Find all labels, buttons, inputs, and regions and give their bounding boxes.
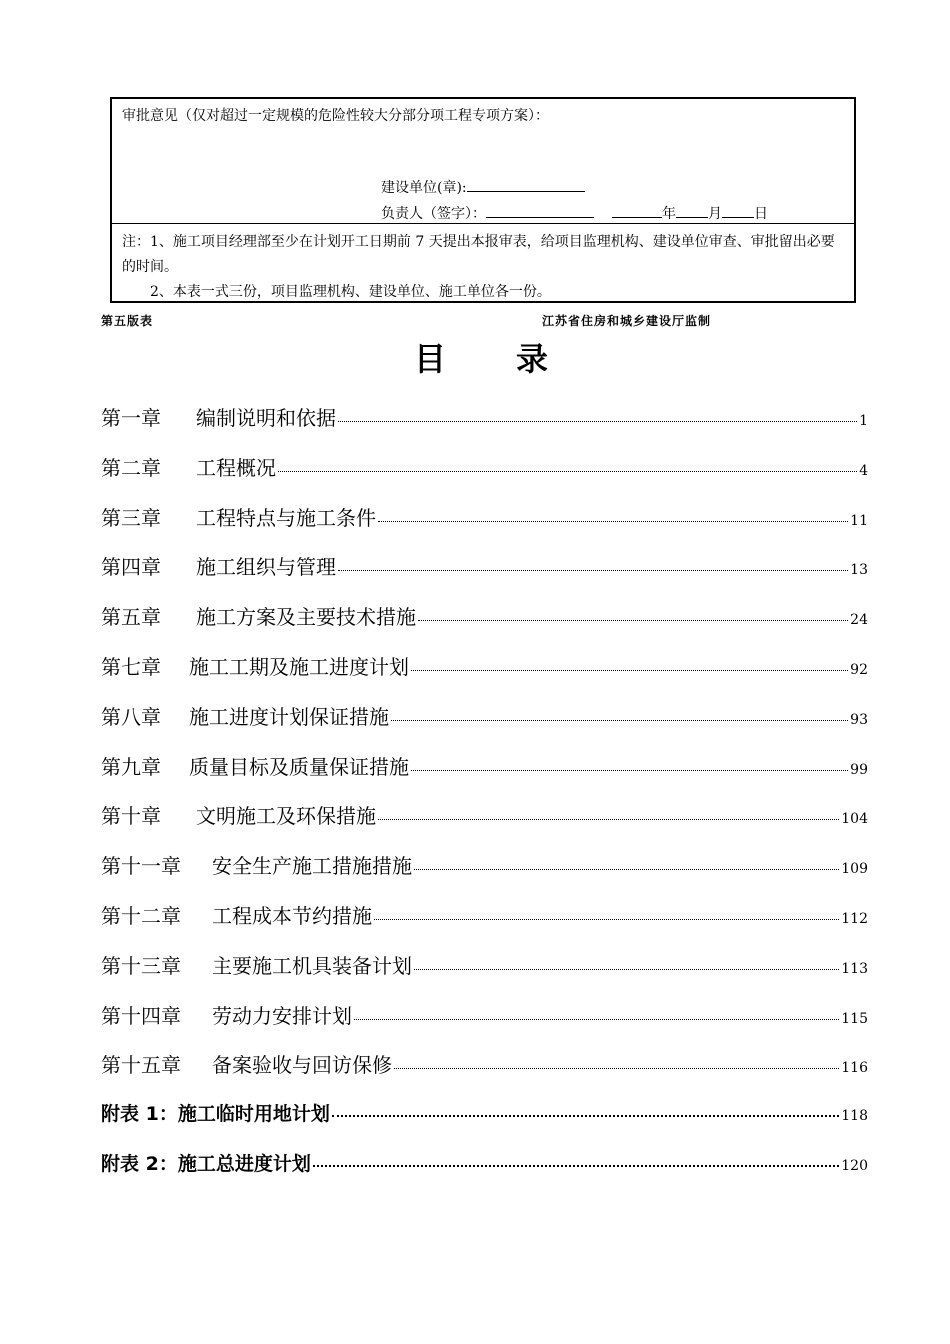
notes: [122, 230, 846, 305]
approval-opinion-section: [112, 99, 854, 224]
toc-entry-chapter: 第十章: [101, 804, 161, 828]
toc-dot-leader: [313, 1165, 839, 1167]
toc-entry-title: 文明施工及环保措施: [196, 804, 376, 828]
toc-entry-chapter: 第十三章: [101, 954, 181, 978]
toc-entry-chapter: 第八章: [101, 705, 161, 729]
toc-entry-page: 99: [850, 762, 868, 778]
toc-entry-chapter: 第五章: [101, 605, 161, 629]
toc-entry: [101, 701, 868, 731]
toc-entry-chapter: 第二章: [101, 456, 161, 480]
toc-entry-label: [101, 751, 409, 780]
toc-entry-label: [101, 850, 412, 879]
toc-entry: [101, 950, 868, 980]
toc-entry: [101, 1099, 868, 1129]
issuing-authority: 江苏省住房和城乡建设厅监制: [542, 314, 712, 328]
year-label: 年: [662, 206, 676, 222]
approval-heading: 审批意见（仅对超过一定规模的危险性较大分部分项工程专项方案）：: [122, 108, 549, 124]
toc-entry: [101, 751, 868, 781]
toc-entry-chapter: 附表 2：: [101, 1153, 178, 1175]
toc-entry-chapter: 第四章: [101, 555, 161, 579]
toc-entry: [101, 452, 868, 482]
toc-entry-page: 109: [841, 861, 868, 877]
toc-entry-label: [101, 601, 416, 630]
toc-entry-page: 11: [850, 513, 868, 529]
toc-entry-title: 施工进度计划保证措施: [189, 705, 389, 729]
toc-entry-chapter: 附表 1：: [101, 1103, 178, 1125]
toc-entry-chapter: 第一章: [101, 406, 161, 430]
responsible-blank: [486, 203, 594, 218]
toc-entry-page: 120: [841, 1158, 868, 1174]
toc-dot-leader: [378, 819, 839, 820]
toc-dot-leader: [391, 720, 848, 721]
toc-entry-title: 施工方案及主要技术措施: [196, 605, 416, 629]
toc-entry: [101, 800, 868, 830]
toc-entry-title: 施工组织与管理: [196, 555, 336, 579]
responsible-signature-line: [381, 203, 768, 223]
toc-entry-chapter: 第七章: [101, 655, 161, 679]
toc-dot-leader: [394, 1068, 839, 1069]
toc-entry: [101, 850, 868, 880]
note-1: 注：1、施工项目经理部至少在计划开工日期前 7 天提出本报审表，给项目监理机构、建设单位审查、审批留出必要的时间。: [122, 234, 835, 275]
toc-dot-leader: [418, 620, 848, 621]
toc-entry-page: 104: [841, 811, 868, 827]
toc-entry: [101, 1000, 868, 1030]
toc-entry-title: 主要施工机具装备计划: [212, 954, 412, 978]
toc-entry-title: 劳动力安排计划: [212, 1004, 352, 1028]
toc-entry-page: 92: [850, 662, 868, 678]
toc-entry-chapter: 第十四章: [101, 1004, 181, 1028]
toc-entry-page: 112: [841, 911, 868, 927]
toc-entry-chapter: 第三章: [101, 506, 161, 530]
form-version: 第五版表: [101, 314, 154, 328]
toc-dot-leader: [338, 421, 857, 422]
toc-dot-leader: [411, 670, 848, 671]
note-2: 2、本表一式三份，项目监理机构、建设单位、施工单位各一份。: [150, 284, 551, 300]
toc-dot-leader: [354, 1019, 839, 1020]
toc-entry-label: [101, 651, 409, 680]
toc-entry-label: [101, 452, 276, 481]
toc-entry: [101, 1149, 868, 1179]
toc-entry-label: [101, 1099, 330, 1126]
toc-entry-page: 24: [850, 612, 868, 628]
toc-entry-label: [101, 701, 389, 730]
toc-entry-label: [101, 950, 412, 979]
toc-entry-label: [101, 402, 336, 431]
toc-entry: [101, 502, 868, 532]
toc-entry-title: 质量目标及质量保证措施: [189, 755, 409, 779]
toc-entry-label: [101, 1000, 352, 1029]
toc-entry: [101, 651, 868, 681]
toc-entry: [101, 402, 868, 432]
toc-dot-leader: [378, 521, 848, 522]
builder-signature-line: [381, 177, 585, 197]
toc-entry-label: [101, 900, 372, 929]
toc-dot-leader: [414, 869, 839, 870]
toc-entry-chapter: 第十一章: [101, 854, 181, 878]
toc-entry-title: 施工工期及施工进度计划: [189, 655, 409, 679]
toc-entry-title: 工程成本节约措施: [212, 904, 372, 928]
responsible-label: 负责人（签字）：: [381, 206, 486, 222]
builder-label: 建设单位(章):: [381, 180, 467, 196]
toc-entry-label: [101, 800, 376, 829]
toc-entry: [101, 551, 868, 581]
toc-entry-chapter: 第十二章: [101, 904, 181, 928]
toc-entry-page: 1: [859, 413, 868, 429]
toc-dot-leader: [278, 471, 857, 472]
toc-entry-title: 工程概况: [196, 456, 276, 480]
toc-dot-leader: [411, 770, 848, 771]
toc-entry-page: 93: [850, 712, 868, 728]
toc-entry-title: 安全生产施工措施措施: [212, 854, 412, 878]
toc-dot-leader: [338, 570, 848, 571]
toc-entry-label: [101, 1149, 311, 1176]
year-blank: [612, 203, 662, 218]
toc-entry: [101, 601, 868, 631]
toc-dot-leader: [414, 969, 839, 970]
toc-entry-page: 115: [841, 1011, 868, 1027]
toc-entry-page: 4: [859, 463, 868, 479]
toc-entry: [101, 900, 868, 930]
toc-entry-title: 施工总进度计划: [177, 1153, 311, 1175]
toc-entry-label: [101, 1049, 392, 1078]
toc-dot-leader: [374, 919, 839, 920]
toc-entry-page: 116: [841, 1060, 868, 1076]
month-blank: [676, 203, 708, 218]
builder-blank: [467, 177, 585, 192]
toc-entry-label: [101, 551, 336, 580]
month-label: 月: [708, 206, 722, 222]
toc-entry-chapter: 第十五章: [101, 1053, 181, 1077]
toc-entry-label: [101, 502, 376, 531]
toc-entry-page: 118: [841, 1108, 868, 1124]
day-blank: [722, 203, 754, 218]
toc-entry-page: 13: [850, 562, 868, 578]
approval-box: [110, 97, 856, 303]
toc-entry-chapter: 第九章: [101, 755, 161, 779]
toc-title: 目录: [414, 340, 619, 378]
toc-entry-title: 备案验收与回访保修: [212, 1053, 392, 1077]
day-label: 日: [754, 206, 768, 222]
toc-entry-title: 工程特点与施工条件: [196, 506, 376, 530]
toc-entry: [101, 1049, 868, 1079]
toc-entry-page: 113: [841, 961, 868, 977]
toc-dot-leader: [332, 1115, 839, 1117]
toc-entry-title: 编制说明和依据: [196, 406, 336, 430]
toc-entry-title: 施工临时用地计划: [177, 1103, 330, 1125]
